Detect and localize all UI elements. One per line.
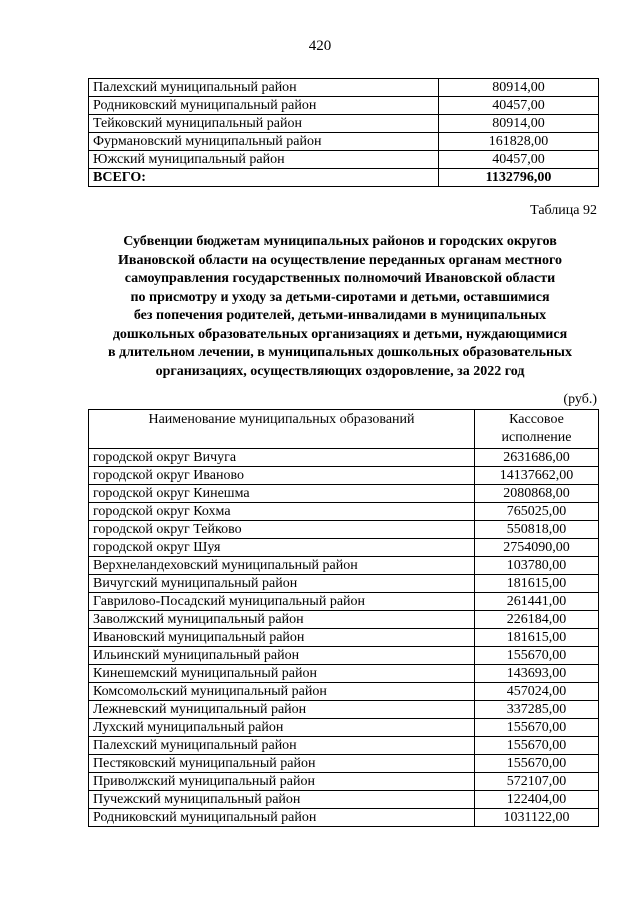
amount-value: 1031122,00 bbox=[475, 809, 599, 827]
table-title-line: Ивановской области на осуществление переданных органам местного bbox=[118, 252, 562, 268]
municipality-name: Вичугский муниципальный район bbox=[89, 575, 475, 593]
table-header-row bbox=[89, 410, 599, 449]
municipality-name: городской округ Тейково bbox=[89, 521, 475, 539]
amount-value: 181615,00 bbox=[475, 629, 599, 647]
amount-value: 40457,00 bbox=[439, 97, 599, 115]
amount-value: 457024,00 bbox=[475, 683, 599, 701]
municipality-name: Фурмановский муниципальный район bbox=[89, 133, 439, 151]
table-row bbox=[89, 701, 599, 719]
amount-value: 122404,00 bbox=[475, 791, 599, 809]
amount-value: 80914,00 bbox=[439, 115, 599, 133]
table-row bbox=[89, 539, 599, 557]
municipality-name: городской округ Кинешма bbox=[89, 485, 475, 503]
table-title-line: дошкольных образовательных организациях и детьми, нуждающимися bbox=[112, 326, 568, 342]
municipality-name: Гаврилово-Посадский муниципальный район bbox=[89, 593, 475, 611]
table-title-line: без попечения родителей, детьми-инвалидами в муниципальных bbox=[133, 308, 547, 323]
table-row bbox=[89, 503, 599, 521]
table-row bbox=[89, 151, 599, 169]
municipality-name: городской округ Вичуга bbox=[89, 449, 475, 467]
municipality-name: городской округ Шуя bbox=[89, 539, 475, 557]
table-row bbox=[89, 79, 599, 97]
table-row bbox=[89, 97, 599, 115]
subventions-table bbox=[88, 409, 599, 827]
amount-value: 2631686,00 bbox=[475, 449, 599, 467]
table-row bbox=[89, 133, 599, 151]
municipality-name: городской округ Иваново bbox=[89, 467, 475, 485]
table-row bbox=[89, 557, 599, 575]
table-title-line: Субвенции бюджетам муниципальных районов и городских округов bbox=[123, 234, 557, 249]
municipality-name: Комсомольский муниципальный район bbox=[89, 683, 475, 701]
municipality-name: Палехский муниципальный район bbox=[89, 79, 439, 97]
table-row bbox=[89, 593, 599, 611]
amount-value: 155670,00 bbox=[475, 647, 599, 665]
table-row bbox=[89, 719, 599, 737]
amount-value: 572107,00 bbox=[475, 773, 599, 791]
table-title-line: организациях, осуществляющих оздоровление, за 2022 год bbox=[155, 363, 525, 379]
total-label: ВСЕГО: bbox=[89, 169, 439, 187]
amount-value: 80914,00 bbox=[439, 79, 599, 97]
table-row bbox=[89, 791, 599, 809]
amount-value: 161828,00 bbox=[439, 133, 599, 151]
table-row bbox=[89, 467, 599, 485]
table-row bbox=[89, 485, 599, 503]
header-name: Наименование муниципальных образований bbox=[89, 410, 475, 449]
amount-value: 2754090,00 bbox=[475, 539, 599, 557]
amount-value: 226184,00 bbox=[475, 611, 599, 629]
amount-value: 155670,00 bbox=[475, 755, 599, 773]
amount-value: 155670,00 bbox=[475, 719, 599, 737]
table-title-line: по присмотру и уходу за детьми-сиротами и детьми, оставшимися bbox=[130, 289, 550, 305]
amount-value: 143693,00 bbox=[475, 665, 599, 683]
amount-value: 765025,00 bbox=[475, 503, 599, 521]
table-row bbox=[89, 575, 599, 593]
amount-value: 155670,00 bbox=[475, 737, 599, 755]
table-row bbox=[89, 629, 599, 647]
table-row bbox=[89, 611, 599, 629]
header-cash-execution: Кассовое исполнение bbox=[475, 410, 599, 449]
municipality-name: Южский муниципальный район bbox=[89, 151, 439, 169]
table-row bbox=[89, 683, 599, 701]
municipality-name: Ивановский муниципальный район bbox=[89, 629, 475, 647]
table-row bbox=[89, 647, 599, 665]
page-number: 420 bbox=[308, 38, 332, 54]
municipality-name: Заволжский муниципальный район bbox=[89, 611, 475, 629]
amount-value: 337285,00 bbox=[475, 701, 599, 719]
table-row bbox=[89, 809, 599, 827]
table-title-line: в длительном лечении, в муниципальных дошкольных образовательных bbox=[108, 345, 572, 360]
municipality-name: городской округ Кохма bbox=[89, 503, 475, 521]
municipality-name: Палехский муниципальный район bbox=[89, 737, 475, 755]
total-row bbox=[89, 169, 599, 187]
table-title bbox=[70, 233, 610, 381]
table-row bbox=[89, 665, 599, 683]
continuation-table bbox=[88, 78, 599, 187]
municipality-name: Кинешемский муниципальный район bbox=[89, 665, 475, 683]
continuation-table-body bbox=[89, 79, 599, 187]
table-row bbox=[89, 521, 599, 539]
amount-value: 14137662,00 bbox=[475, 467, 599, 485]
subventions-table-body bbox=[89, 449, 599, 827]
municipality-name: Приволжский муниципальный район bbox=[89, 773, 475, 791]
table-title-line: самоуправления государственных полномочий Ивановской области bbox=[124, 271, 556, 286]
municipality-name: Верхнеландеховский муниципальный район bbox=[89, 557, 475, 575]
municipality-name: Родниковский муниципальный район bbox=[89, 97, 439, 115]
municipality-name: Лухский муниципальный район bbox=[89, 719, 475, 737]
amount-value: 550818,00 bbox=[475, 521, 599, 539]
table-row bbox=[89, 449, 599, 467]
amount-value: 261441,00 bbox=[475, 593, 599, 611]
amount-value: 2080868,00 bbox=[475, 485, 599, 503]
table-row bbox=[89, 737, 599, 755]
municipality-name: Тейковский муниципальный район bbox=[89, 115, 439, 133]
units-label: (руб.) bbox=[563, 392, 597, 407]
table-row bbox=[89, 773, 599, 791]
municipality-name: Ильинский муниципальный район bbox=[89, 647, 475, 665]
table-number-label: Таблица 92 bbox=[530, 203, 597, 218]
total-value: 1132796,00 bbox=[439, 169, 599, 187]
amount-value: 181615,00 bbox=[475, 575, 599, 593]
table-row bbox=[89, 755, 599, 773]
municipality-name: Пучежский муниципальный район bbox=[89, 791, 475, 809]
municipality-name: Родниковский муниципальный район bbox=[89, 809, 475, 827]
municipality-name: Лежневский муниципальный район bbox=[89, 701, 475, 719]
table-row bbox=[89, 115, 599, 133]
amount-value: 103780,00 bbox=[475, 557, 599, 575]
municipality-name: Пестяковский муниципальный район bbox=[89, 755, 475, 773]
amount-value: 40457,00 bbox=[439, 151, 599, 169]
